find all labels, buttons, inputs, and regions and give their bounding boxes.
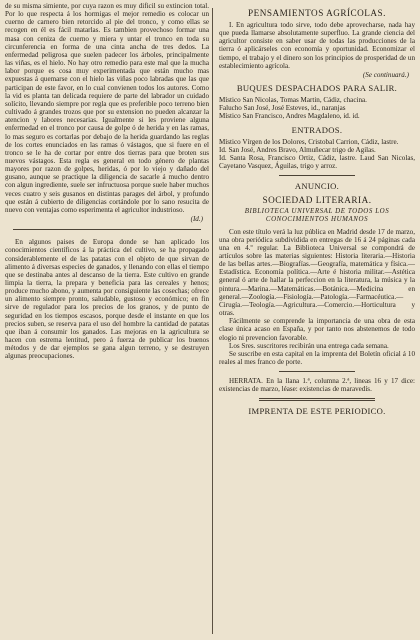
imprint-line: IMPRENTA DE ESTE PERIODICO. <box>248 406 386 417</box>
column-divider <box>212 8 213 634</box>
section-title-salida: BUQUES DESPACHADOS PARA SALIR. <box>236 83 398 94</box>
sociedad-text: Fácilmente se comprende la importancia de una obra de esta clase única acaso en España, y por tanto nos abstenemos de todo elogio ni prevencion favorable. <box>219 317 415 342</box>
section-title-sociedad: SOCIEDAD LITERARIA. <box>262 195 372 206</box>
section-divider <box>279 175 355 176</box>
left-column <box>5 2 209 361</box>
section-title-pensamientos: PENSAMIENTOS AGRÍCOLAS. <box>248 8 386 18</box>
sociedad-text: Con este título verá la luz pública en Madrid desde 17 de marzo, una obra periódica subdividida en entregas de 16 á 24 páginas cada una en 4.º regular. La Biblioteca Universal se compondrá de artículos sobre las materias siguientes: Historia literaria.—Historia de las bellas artes.—Biografías.—Geografía, matemática y física.—Estadística. Economía política.—Arte é historia militar.—Astética general ó arte de hallar la perfeccion en la literatura, la música y la pintura.—Marina.—Matemáticas.—Botánica.—Medicina en general.—Zoología.—Fisiología.—Patología.—Farmacéutica.—Cirugía.—Teología.—Agricultura.—Comercio.—Horticultura y otras. <box>219 227 415 318</box>
right-column <box>219 4 415 419</box>
pensamientos-text: I. En agricultura todo sirve, todo debe aprovecharse, nada hay que pueda llamarse absolutamente superfluo. La grande ciencia del agricultor consiste en saber usar de todas las producciones de la tierra ó aplicárseles con economía y oportunidad. Economizar el tiempo, el trabajo y el dinero son los principios de prosperidad de un establecimiento agrícola. <box>219 21 415 70</box>
list-item: Místico San Francisco, Andres Magdaleno, id. id. <box>219 112 360 121</box>
list-item: Místico San Nicolas, Tomas Martin, Cádiz, chacina. <box>219 96 367 105</box>
article-signature: (Id.) <box>190 215 203 224</box>
sociedad-subtitle: BIBLIOTECA UNIVERSAL DE TODOS LOS CONOCIMIENTOS HUMANOS <box>244 208 390 224</box>
herrata-text: HERRATA. En la llana 1.ª, columna 2.ª, lineas 16 y 17 dice: existencias de marzo, léase: existencias de maravedís. <box>219 377 415 394</box>
sociedad-text: Se suscribe en esta capital en la imprenta del Boletín oficial á 10 reales al mes franco de porte. <box>219 349 415 366</box>
article-body-continued: de su misma simiente, por cuya razon es muy dificil su extincion total. Por lo que respecta á los hormigas el mejor remedio es colocar un cuerno de carnero bien retorcido al pie del tronco, y como ellas se recogen en él es fácil matarlas. Es tambien provechoso formar una masa con ceniza de cuerno y miera y untar el tronco en toda su circunferencia en forma de una cinta ancha de tres dedos. La enfermedad peligrosa que suelen padecer los árboles, principalmente las viñas, es el hielo. No hay otro remedio para este mal que la mucha labor porque es cosa muy experimentada que están mucho mas expuestas á quemarse con el hielo las viñas poco labradas que las que participan de este favor, en lo cual convienen todos los autores. Como la vid es planta tan delicada requiere de parte del labrador un cuidado solícito, llevando siempre por regla que es preferible poco terreno bien cultivado á grandes trozos que por su extension no pueden alcanzar la atencion y labores necesarias. Igualmente si les proviene alguna enfermedad en el tronco por causa de golpe ó de herida y en las ramas, lo mas seguro es cortarlas por debajo de la herida guardando las reglas de los cortes enunciados en las ramas ó vástagos, que si fuere en el tronco se le ha de cortar por entre dos tierras para que broten sus nuevos vástagos. Esta regla es general en todo género de plantas mayores por razon de golpes, heridas, ó por lo viejo y dañado del gusano, aunque se practique la diligencia de sacarle á mucho dentro con algun ingrediente, suele ser infructuosa porque suele haber muchos veces cuatro y seis gusanos en distintas parages del árbol, y profundo que están á cubierto de diligencias cortándole por lo sano resucita de nuevo con ventajas como esperimenta el agricultor industrioso. <box>5 2 209 214</box>
list-item: Id. San José, Andres Bravo, Almuñecar trigo de Agilas. <box>219 145 376 154</box>
section-divider <box>279 371 355 372</box>
entrados-list <box>219 138 415 171</box>
article-patatas: En algunos paises de Europa donde se han aplicado los conocimientos científicos á la práctica del cultivo, se ha propagado considerablemente el de las patatas con el objeto de que sirvan de alimento á diversas especies de ganados, y llenando con ellas el tiempo que se destinaba antes al descanso de la tierra. Este cultivo en grande limpia la tierra, la prepara y beneficia para las cereales y henos; produce mucho abono, y aumenta por consiguiente las cosechas; ofrece un alimento siempre pronto, saludable, gustoso y económico; en fin sirve de regulador para los precios de los granos, y de punto de seguridad en los tiempos escasos, porque desde el instante en que los precios suben, se reserva para el uso del hombre la cantidad de patatas que iban á consumir los ganados. Las mejoras en la agricultura se hacen con estrema lentitud, pero á fuerza de publicar los buenos métodos y de dar ejemplos se gana algun terreno, y se destruyen algunas preocupaciones. <box>5 238 209 361</box>
footer-rule <box>259 398 375 401</box>
section-title-anuncio: ANUNCIO. <box>294 181 340 192</box>
pensamientos-continuara: (Se continuará.) <box>362 70 409 79</box>
salida-list <box>219 96 415 120</box>
sociedad-text: Los Sres. suscritores recibirán una entrega cada semana. <box>229 341 389 350</box>
list-item: Místico Vírgen de los Dolores, Cristobal Carrion, Cádiz, lastre. <box>219 137 399 146</box>
list-item: Falucho San José, José Esteves, id., naranjas <box>219 104 346 113</box>
list-item: Id. Santa Rosa, Francisco Ortiz, Cádiz, lastre. Laud San Nicolas, Cayetano Vasquez, Águilas, trigo y arroz. <box>219 153 415 171</box>
section-title-entrados: ENTRADOS. <box>291 124 343 135</box>
article-divider <box>13 229 201 230</box>
